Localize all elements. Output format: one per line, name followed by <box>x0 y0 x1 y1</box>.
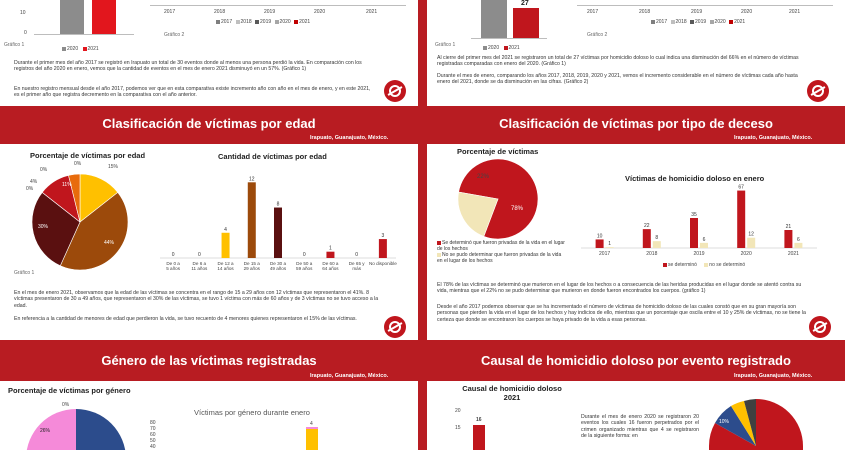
ytick: 15 <box>455 425 461 431</box>
paragraph: El 78% de las víctimas se determinó que murieron en el lugar de los hechos o a consecuencia de las heridas producidas en el lugar donde se atentó contra su vida, mientras que el 22% no se pudo determinar que murieron en donde fueron encontrados los cuerpos. (gráfico 1) <box>437 282 802 295</box>
year-label: 2019 <box>691 9 703 15</box>
ytick: 60 <box>150 432 156 438</box>
grafico-2-label: Gráfico 2 <box>587 32 608 38</box>
bar-value-label: 3 <box>381 233 385 240</box>
bar <box>379 239 387 258</box>
x-tick-label: No disponible <box>368 261 397 266</box>
bar-value-label: 0 <box>355 252 359 258</box>
year-label: 2020 <box>314 9 326 15</box>
year-label: 2017 <box>587 9 599 15</box>
section-title-age: Clasificación de víctimas por edad <box>102 116 316 131</box>
brand-logo-icon <box>384 316 406 338</box>
x-tick-label: De 60 a 64 años <box>322 261 339 271</box>
bar-2020 <box>60 0 84 34</box>
panel-top-left <box>0 0 418 106</box>
bar <box>248 182 256 258</box>
gender-bar <box>306 429 318 450</box>
bar-title: Víctimas de homicidio doloso en enero <box>625 174 765 183</box>
paragraph: Desde el año 2017 podemos observar que se ha incrementado el número de víctimas de homicidio doloso de las cuales constó que en su gran mayoría son personas que pierden la vida en el lugar de los hechos y hay indicios de ello, mientras que un porcentaje que oscila entre el 10 y 25% de víctimas, no se tiene la certeza que donde se encontraron los cuerpos se haya privado de la vida a esas personas. <box>437 304 806 323</box>
bar-value-label: 0 <box>302 252 306 258</box>
death-bar-chart <box>581 182 821 262</box>
paragraph: Al cierre del primer mes del 2021 se registraron un total de 27 víctimas por homicidio doloso lo cual indica una disminución del 66% en el número de víctimas registradas comparadas con enero del 2020. (Gráfico 1) <box>437 55 799 68</box>
bar-value-label: 6 <box>702 236 706 243</box>
x-tick-label: 2018 <box>646 251 658 257</box>
legend-2: 2017 2018 2019 2020 2021 <box>651 19 745 25</box>
pie-label: 44% <box>104 240 115 246</box>
bar-value-label: 8 <box>655 235 659 242</box>
bar-title: Víctimas por género durante enero <box>194 408 310 417</box>
paragraph: Durante el primer mes del año 2017 se registró en Irapuato un total de 30 eventos donde al menos una persona perdió la vida. En comparación con los registros del año 2020 en enero, vemos que la cantidad de eventos en el mes de enero 2021 disminuyó en un 57%. (Gráfico 1) <box>14 60 362 73</box>
brand-logo-icon <box>807 80 829 102</box>
bar <box>784 230 792 248</box>
pie-label: 15% <box>108 164 119 170</box>
pie-label: 4% <box>30 179 38 185</box>
bar <box>653 241 661 248</box>
location-label: Irapuato, Guanajuato, México. <box>310 373 389 379</box>
bar-value-label: 35 <box>691 212 697 218</box>
bar <box>700 243 708 248</box>
pie-title: Porcentaje de víctimas por género <box>8 386 131 395</box>
panel-cause <box>427 381 845 450</box>
bar-2021 <box>92 0 116 34</box>
ytick-0: 0 <box>24 30 27 36</box>
brand-logo-icon <box>809 316 831 338</box>
bar <box>747 238 755 248</box>
section-title-death-type: Clasificación de víctimas por tipo de deceso <box>499 116 773 131</box>
legend-1: 2020 2021 <box>483 45 520 51</box>
x-tick-label: 2020 <box>740 251 752 257</box>
year-label: 2021 <box>366 9 378 15</box>
bar-value-label: 22 <box>644 223 650 230</box>
bar <box>794 243 802 248</box>
bar <box>274 208 282 258</box>
bar-legend: se determinó no se determinó <box>663 262 745 268</box>
grafico-1-label: Gráfico 1 <box>4 42 25 48</box>
bar-value-label: 0 <box>171 252 175 258</box>
ytick: 20 <box>455 408 461 414</box>
location-label: Irapuato, Guanajuato, México. <box>734 135 813 141</box>
bar-2020 <box>481 0 507 38</box>
bar <box>326 252 334 258</box>
pie-label: 30% <box>38 224 49 230</box>
ytick: 70 <box>150 426 156 432</box>
ytick: 50 <box>150 438 156 444</box>
chart-title: Causal de homicidio doloso 2021 <box>462 384 562 402</box>
bar-value-label: 8 <box>276 201 280 208</box>
paragraph: Durante el mes de enero 2020 se registraron 20 eventos los cuales 16 fueron perpetrados por el crimen organizado mientras que 4 se registraron de la siguiente forma: en <box>581 414 699 440</box>
paragraph: Durante el mes de enero, comparando los años 2017, 2018, 2019, 2020 y 2021, vemos el incremento considerable en el número de víctimas cada año hasta enero del 2021, donde se da disminución en las cifras. (Gráfico 2) <box>437 73 798 86</box>
ytick-10: 10 <box>20 10 26 16</box>
bar-value-label: 10 <box>596 233 603 240</box>
location-label: Irapuato, Guanajuato, México. <box>310 135 389 141</box>
ytick: 80 <box>150 420 156 426</box>
bar-value-label: 67 <box>738 184 744 191</box>
grafico-1-label: Gráfico 1 <box>435 42 456 48</box>
pie-label: 0% <box>40 167 48 173</box>
panel-gender <box>0 381 418 450</box>
x-tick-label: 2019 <box>693 251 705 257</box>
x-tick-label: De 50 a 59 años <box>296 261 313 271</box>
panel-top-right <box>427 0 845 106</box>
bar-value-label: 6 <box>797 236 800 243</box>
age-pie-chart <box>30 172 130 272</box>
x-tick-label: 2021 <box>787 251 799 257</box>
year-label: 2020 <box>741 9 753 15</box>
paragraph: En nuestro registro mensual desde el año 2017, podemos ver que en esta comparativa existe incremento año con año en el mes de enero, y en este 2021, es el primer año que registra decremento en la comparativa con el año anterior. <box>14 86 371 99</box>
bar-value-label: 12 <box>248 176 255 183</box>
cause-bar <box>473 425 485 450</box>
year-label: 2017 <box>164 9 176 15</box>
pie-label: 0% <box>26 186 34 192</box>
bar-value-label: 12 <box>748 231 754 238</box>
x-tick-label: De 15 a 29 años <box>243 261 260 271</box>
x-tick-label: De 0 a 5 años <box>166 261 181 271</box>
pie-label: 0% <box>62 402 70 408</box>
bar-value-label: 0 <box>197 252 201 258</box>
panel-age <box>0 144 418 340</box>
bar-value-label: 1 <box>329 245 332 252</box>
pie-label: 0% <box>74 161 82 167</box>
pie-label: 11% <box>62 182 72 188</box>
bar <box>606 247 614 248</box>
location-label: Irapuato, Guanajuato, México. <box>734 373 813 379</box>
brand-logo-icon <box>384 80 406 102</box>
x-tick-label: De 6 a 11 años <box>191 261 208 271</box>
bar-value-label: 16 <box>476 417 482 423</box>
panel-death-type <box>427 144 845 340</box>
bar <box>222 233 230 258</box>
bar <box>690 218 698 248</box>
year-label: 2021 <box>789 9 801 15</box>
bar <box>596 239 604 248</box>
x-tick-label: 2017 <box>599 251 611 257</box>
legend-1: 2020 2021 <box>62 46 99 52</box>
x-tick-label: De 12 a 14 años <box>217 261 234 271</box>
paragraph: En referencia a la cantidad de menores de edad que perdieron la vida, se tuvo recuento de 4 menores quienes representaron el 15% de las víctimas. <box>14 316 357 322</box>
death-pie-chart <box>457 158 539 240</box>
bar-value-label: 27 <box>521 0 529 7</box>
ytick: 40 <box>150 444 156 450</box>
section-title-gender: Género de las víctimas registradas <box>101 353 317 368</box>
grafico-2-label: Gráfico 2 <box>164 32 185 38</box>
legend-2: 2017 2018 2019 2020 2021 <box>216 19 310 25</box>
pie-title: Porcentaje de víctimas <box>457 147 539 156</box>
grafico-1-label: Gráfico 1 <box>14 270 35 276</box>
pie-label: 78% <box>511 206 524 212</box>
pie-label: 22% <box>477 174 490 180</box>
x-tick-label: De 65 y más <box>348 261 365 271</box>
section-title-cause: Causal de homicidio doloso por evento registrado <box>481 353 791 368</box>
bar-value-label: 1 <box>608 241 611 248</box>
pie-label: 10% <box>719 419 730 425</box>
bar <box>643 229 651 248</box>
bar-value-label: 4 <box>224 226 227 233</box>
pie-title: Porcentaje de víctimas por edad <box>30 151 146 160</box>
bar-value-label: 21 <box>785 224 792 230</box>
bar <box>737 191 745 248</box>
paragraph: En el mes de enero 2021, observamos que la edad de las víctimas se concentra en el rango de 15 a 29 años con 12 víctimas que representaron el 41%. 8 víctimas presentaron de 30 a 49 años, que representaron el 30% de las víctimas, se tuvo 1 víctima con más de 60 años y de 3 víctimas no se tuvo acceso a la edad. <box>14 290 379 309</box>
year-label: 2018 <box>214 9 226 15</box>
gender-bar-top <box>306 427 318 429</box>
pie-legend: Se determinó que fueron privadas de la vida en el lugar de los hechos No se pudo determinar que fueron privadas de la vida en el lugar de los hechos <box>437 240 565 264</box>
pie-label: 26% <box>40 428 51 434</box>
bar-title: Cantidad de víctimas por edad <box>218 152 327 161</box>
year-label: 2018 <box>639 9 651 15</box>
bar-2021 <box>513 8 539 38</box>
x-tick-label: De 30 a 49 años <box>269 261 287 271</box>
age-bar-chart <box>160 166 400 276</box>
bar-value-label: 4 <box>310 421 313 427</box>
year-label: 2019 <box>264 9 276 15</box>
